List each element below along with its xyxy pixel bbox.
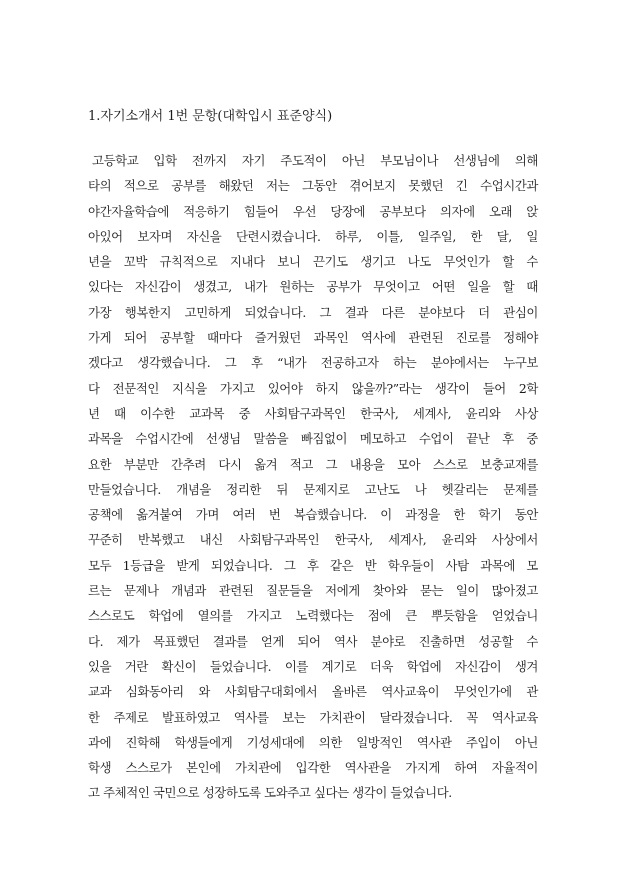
essay-line: 타의 적으로 공부를 해왔던 저는 그동안 겪어보지 못했던 긴 수업시간과	[88, 178, 538, 194]
essay-line: 야간자율학습에 적응하기 힘들어 우선 당장에 공부보다 의자에 오래 앉	[88, 203, 538, 219]
essay-line: 스스로도 학업에 열의를 가지고 노력했다는 점에 큰 뿌듯함을 얻었습니	[88, 608, 538, 624]
essay-line: 교과 심화동아리 와 사회탐구대회에서 올바른 역사교육이 무엇인가에 관	[88, 684, 538, 700]
essay-line: 있다는 자신감이 생겼고, 내가 원하는 공부가 무엇이고 어떤 일을 할 때	[88, 279, 538, 295]
section-heading: 1.자기소개서 1번 문항(대학입시 표준양식)	[88, 109, 333, 124]
essay-line: 꾸준히 반복했고 내신 사회탐구과목인 한국사, 세계사, 윤리와 사상에서	[88, 532, 538, 548]
essay-line: 고 주체적인 국민으로 성장하도록 도와주고 싶다는 생각이 들었습니다.	[88, 785, 452, 801]
essay-line: 년 때 이수한 교과목 중 사회탐구과목인 한국사, 세계사, 윤리와 사상	[88, 405, 538, 421]
essay-line: 가장 행복한지 고민하게 되었습니다. 그 결과 다른 분야보다 더 관심이	[88, 304, 538, 320]
essay-line: 공책에 옮겨붙여 가며 여러 번 복습했습니다. 이 과정을 한 학기 동안	[88, 507, 538, 523]
essay-line: 겠다고 생각했습니다. 그 후 “내가 전공하고자 하는 분야에서는 누구보	[88, 355, 538, 371]
essay-line: 모두 1등급을 받게 되었습니다. 그 후 같은 반 학우들이 사탐 과목에 모	[88, 557, 538, 573]
essay-line: 아있어 보자며 자신을 단련시켰습니다. 하루, 이틀, 일주일, 한 달, 일	[88, 228, 538, 244]
essay-line: 학생 스스로가 본인에 가치관에 입각한 역사관을 가지게 하여 자율적이	[88, 760, 538, 776]
essay-line: 다 전문적인 지식을 가지고 있어야 하지 않을까?”라는 생각이 들어 2학	[88, 380, 538, 396]
essay-line: 르는 문제나 개념과 관련된 질문들을 저에게 찾아와 묻는 일이 많아졌고	[88, 583, 538, 599]
essay-line: 만들었습니다. 개념을 정리한 뒤 문제지로 고난도 나 헷갈리는 문제를	[88, 481, 538, 497]
essay-line: 과목을 수업시간에 선생님 말씀을 빠짐없이 메모하고 수업이 끝난 후 중	[88, 431, 538, 447]
essay-line: 고등학교 입학 전까지 자기 주도적이 아닌 부모님이나 선생님에 의해	[92, 153, 538, 168]
essay-line: 한 주제로 발표하였고 역사를 보는 가치관이 달라졌습니다. 꼭 역사교육	[88, 709, 538, 725]
essay-line: 년을 꼬박 규칙적으로 지내다 보니 끈기도 생기고 나도 무엇인가 할 수	[88, 254, 538, 270]
essay-line: 있을 거란 확신이 들었습니다. 이를 계기로 더욱 학업에 자신감이 생겨	[88, 658, 538, 674]
essay-body	[88, 148, 538, 806]
essay-line: 가게 되어 공부할 때마다 즐거웠던 과목인 역사에 관련된 진로를 정해야	[88, 330, 538, 346]
essay-line: 다. 제가 목표했던 결과를 얻게 되어 역사 분야로 진출하면 성공할 수	[88, 633, 538, 649]
essay-line: 과에 진학해 학생들에게 기성세대에 의한 일방적인 역사관 주입이 아닌	[88, 734, 538, 750]
essay-line: 요한 부분만 간추려 다시 옮겨 적고 그 내용을 모아 스스로 보충교재를	[88, 456, 538, 472]
